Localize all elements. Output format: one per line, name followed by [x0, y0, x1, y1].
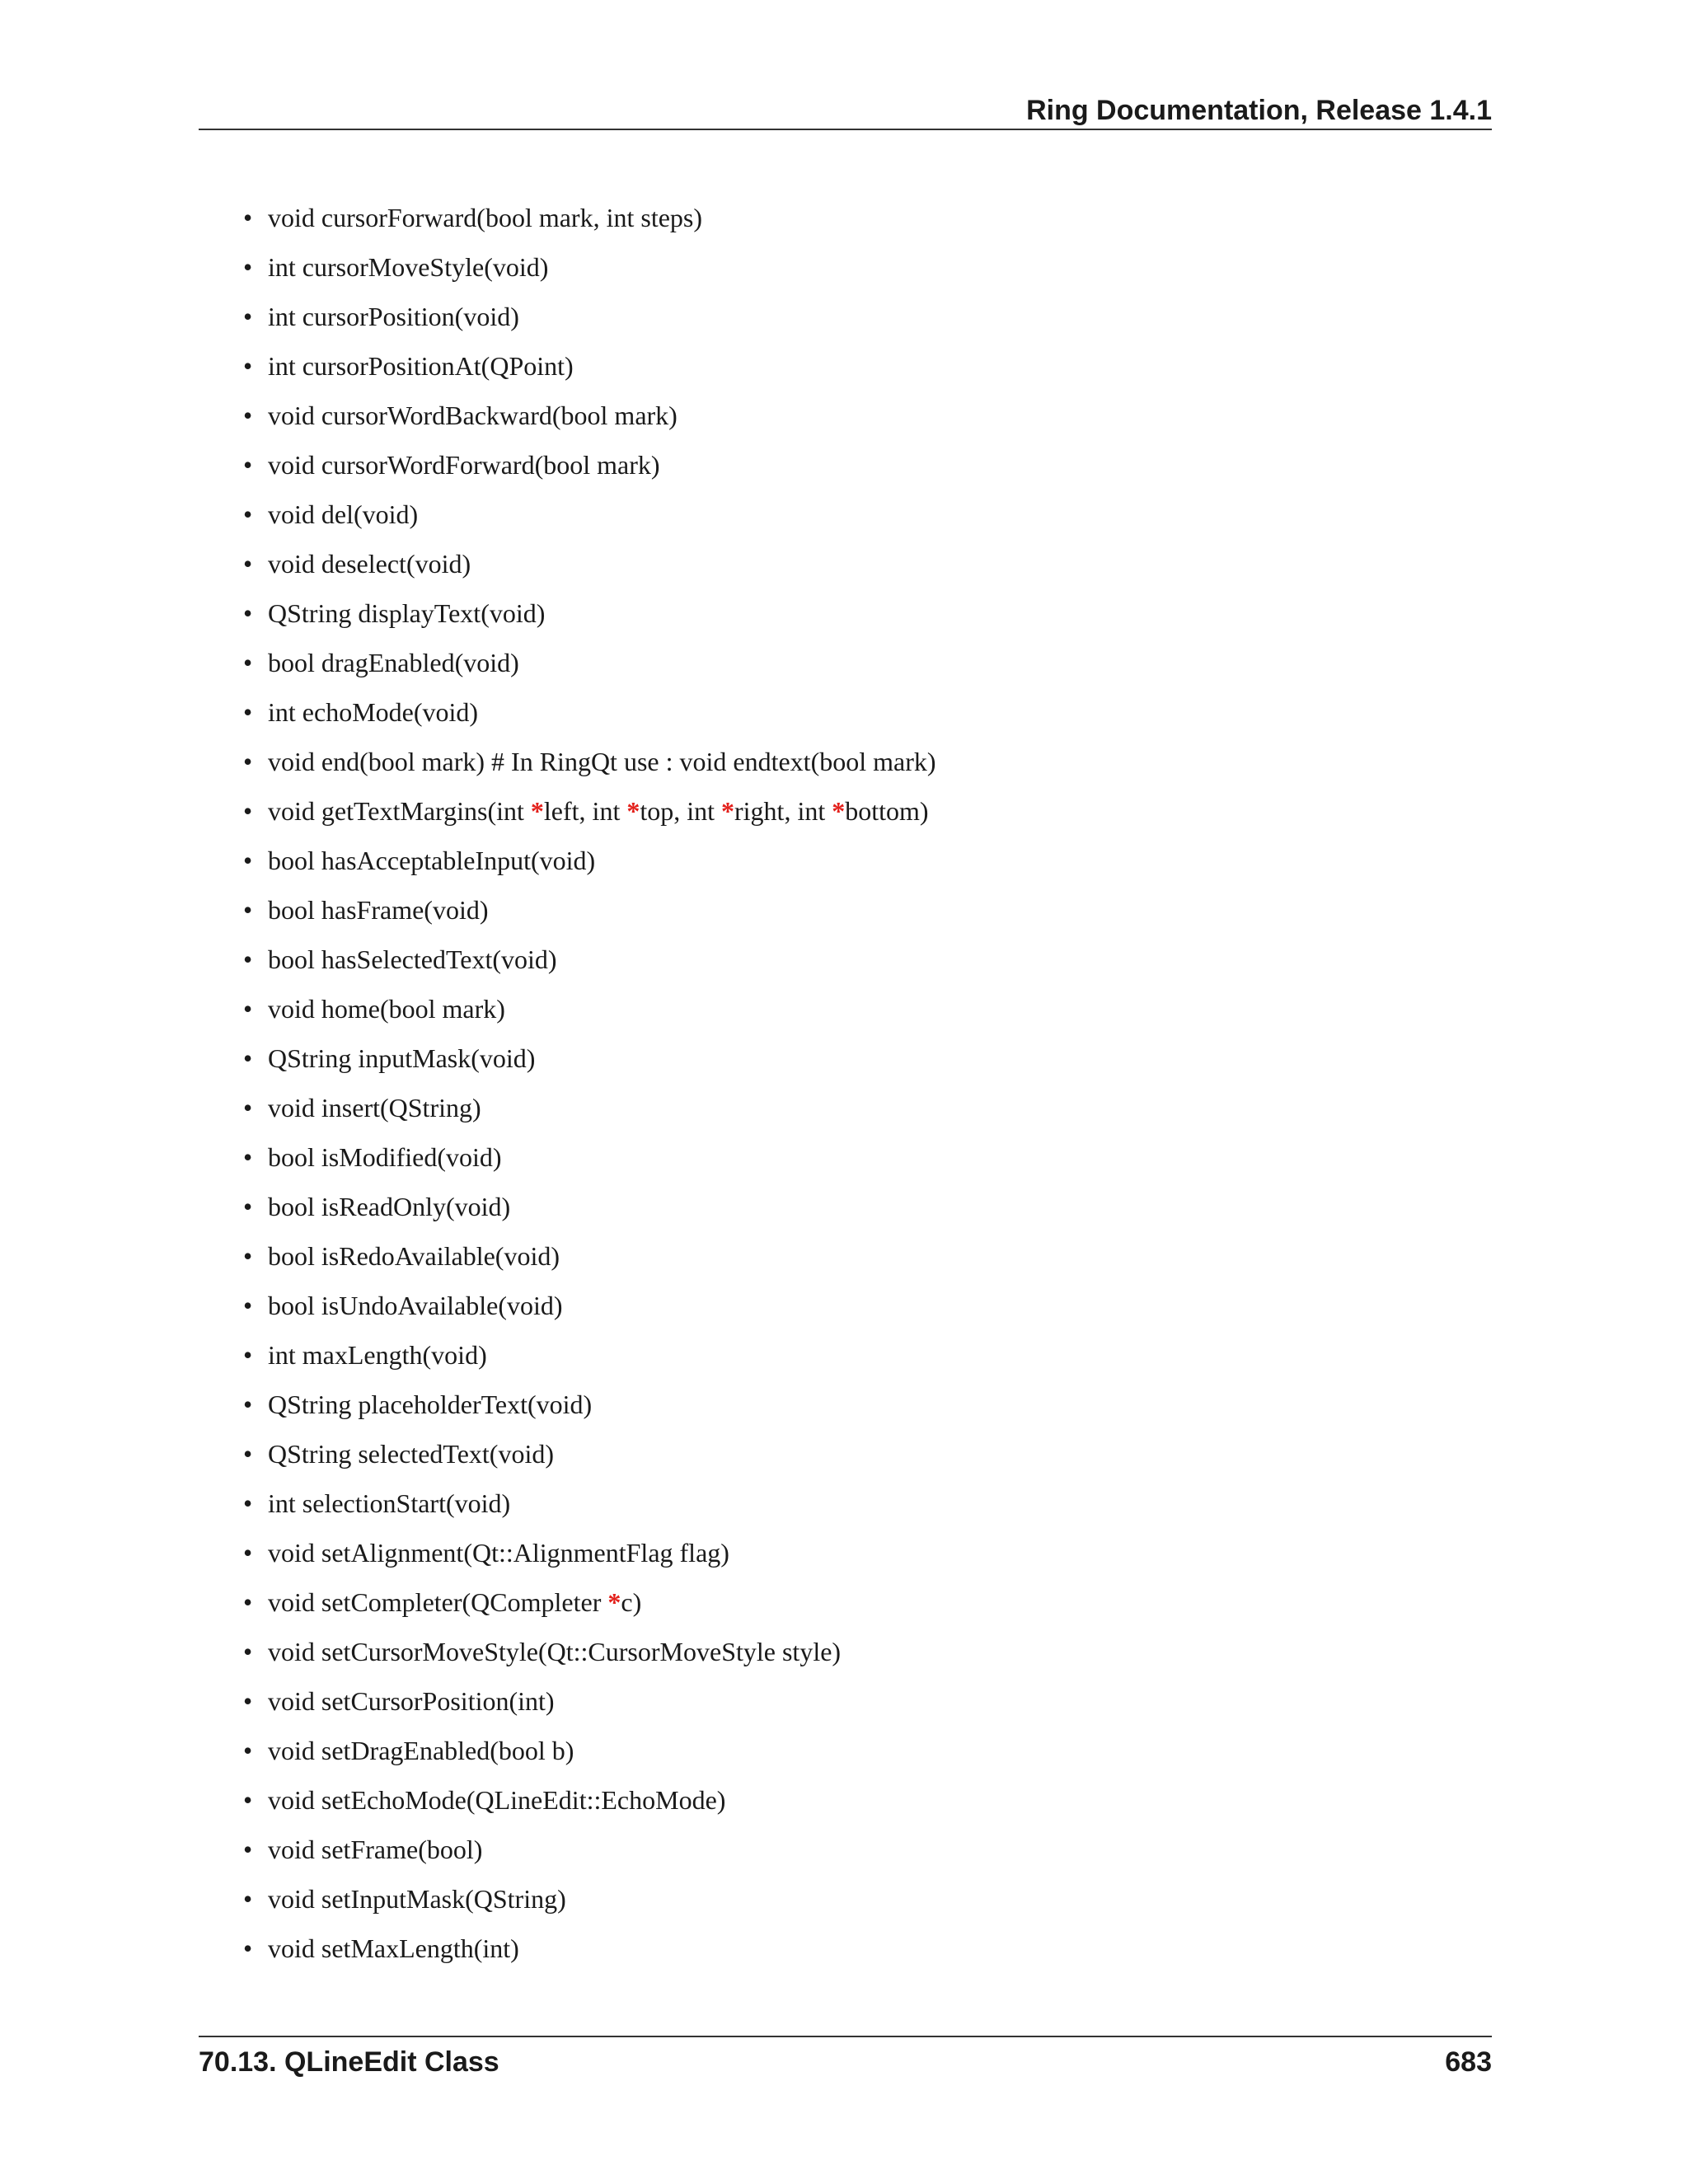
bullet: • [243, 1142, 253, 1172]
signature-text: top, int [640, 796, 721, 826]
list-item [243, 1286, 936, 1335]
bullet: • [243, 401, 253, 430]
list-item [243, 1187, 936, 1236]
signature-text: void setInputMask(QString) [268, 1884, 566, 1914]
list-item [243, 346, 936, 396]
list-item [243, 643, 936, 692]
bullet: • [243, 1785, 253, 1815]
method-signature [268, 598, 545, 628]
signature-text: right, int [734, 796, 832, 826]
method-signature [268, 747, 936, 776]
bullet: • [243, 1241, 253, 1271]
bullet: • [243, 1488, 253, 1518]
list-item [243, 940, 936, 989]
method-signature [268, 1637, 841, 1666]
signature-text: int selectionStart(void) [268, 1488, 511, 1518]
method-signature [268, 944, 557, 974]
method-signature [268, 895, 489, 925]
signature-text: c) [621, 1587, 642, 1617]
page-footer [199, 2036, 1492, 2085]
list-item [243, 297, 936, 346]
bullet: • [243, 1587, 253, 1617]
bullet: • [243, 598, 253, 628]
list-item [243, 1483, 936, 1533]
method-signature [268, 1538, 729, 1568]
signature-text: QString selectedText(void) [268, 1439, 554, 1469]
method-signature [268, 1093, 481, 1122]
signature-text: void setAlignment(Qt::AlignmentFlag flag) [268, 1538, 729, 1568]
signature-text: void cursorForward(bool mark, int steps) [268, 203, 703, 232]
list-item [243, 593, 936, 643]
method-signature [268, 1884, 566, 1914]
bullet: • [243, 1291, 253, 1320]
bullet: • [243, 1835, 253, 1864]
bullet: • [243, 203, 253, 232]
list-item [243, 1236, 936, 1286]
list-item [243, 1434, 936, 1483]
signature-text: bool hasAcceptableInput(void) [268, 846, 596, 875]
page-number: 683 [1445, 2046, 1492, 2078]
bullet: • [243, 1736, 253, 1765]
method-signature [268, 302, 519, 331]
signature-text: void insert(QString) [268, 1093, 481, 1122]
signature-text: int cursorPosition(void) [268, 302, 519, 331]
list-item [243, 1533, 936, 1582]
bullet: • [243, 450, 253, 480]
signature-text: QString inputMask(void) [268, 1043, 536, 1073]
method-signature [268, 450, 660, 480]
signature-text: void end(bool mark) # In RingQt use : void endtext(bool mark) [268, 747, 936, 776]
section-title: 70.13. QLineEdit Class [199, 2046, 499, 2078]
bullet: • [243, 1884, 253, 1914]
bullet: • [243, 1538, 253, 1568]
signature-text: void home(bool mark) [268, 994, 505, 1024]
bullet: • [243, 351, 253, 381]
list-item [243, 1582, 936, 1632]
bullet: • [243, 1340, 253, 1370]
list-item [243, 1681, 936, 1731]
signature-text: void setCursorPosition(int) [268, 1686, 555, 1716]
signature-text: void setDragEnabled(bool b) [268, 1736, 574, 1765]
list-item [243, 742, 936, 791]
list-item [243, 1731, 936, 1780]
bullet: • [243, 944, 253, 974]
signature-text: void deselect(void) [268, 549, 471, 579]
list-item [243, 1929, 936, 1978]
signature-text: bottom) [845, 796, 929, 826]
pointer-asterisk: * [626, 796, 640, 826]
list-item [243, 1780, 936, 1830]
signature-text: void setEchoMode(QLineEdit::EchoMode) [268, 1785, 726, 1815]
method-signature [268, 1142, 502, 1172]
signature-text: QString placeholderText(void) [268, 1390, 593, 1419]
bullet: • [243, 1686, 253, 1716]
method-signature [268, 796, 929, 826]
method-signature [268, 1241, 560, 1271]
signature-text: void del(void) [268, 499, 419, 529]
signature-text: void cursorWordForward(bool mark) [268, 450, 660, 480]
list-item [243, 544, 936, 593]
list-item [243, 1879, 936, 1929]
method-signature [268, 549, 471, 579]
list-item [243, 396, 936, 445]
method-signature [268, 203, 702, 232]
list-item [243, 1335, 936, 1385]
signature-text: void setCompleter(QCompleter [268, 1587, 608, 1617]
bullet: • [243, 1192, 253, 1221]
signature-text: bool isUndoAvailable(void) [268, 1291, 563, 1320]
method-signature [268, 1933, 519, 1963]
bullet: • [243, 499, 253, 529]
signature-text: bool dragEnabled(void) [268, 648, 519, 677]
bullet: • [243, 697, 253, 727]
bullet: • [243, 796, 253, 826]
signature-text: int maxLength(void) [268, 1340, 487, 1370]
signature-text: bool hasFrame(void) [268, 895, 489, 925]
pointer-asterisk: * [607, 1587, 621, 1617]
bullet: • [243, 1390, 253, 1419]
method-signature [268, 499, 418, 529]
signature-text: void setFrame(bool) [268, 1835, 483, 1864]
bullet: • [243, 994, 253, 1024]
method-signature [268, 648, 519, 677]
list-item [243, 1632, 936, 1681]
list-item [243, 198, 936, 247]
bullet: • [243, 648, 253, 677]
list-item [243, 890, 936, 940]
method-signature [268, 252, 548, 282]
bullet: • [243, 747, 253, 776]
list-item [243, 1385, 936, 1434]
list-item [243, 692, 936, 742]
method-signature [268, 1785, 725, 1815]
signature-text: int echoMode(void) [268, 697, 479, 727]
bullet: • [243, 302, 253, 331]
signature-text: void getTextMargins(int [268, 796, 531, 826]
method-signature [268, 846, 595, 875]
pointer-asterisk: * [721, 796, 734, 826]
list-item [243, 1830, 936, 1879]
bullet: • [243, 252, 253, 282]
signature-text: bool isRedoAvailable(void) [268, 1241, 560, 1271]
pointer-asterisk: * [832, 796, 846, 826]
pointer-asterisk: * [530, 796, 544, 826]
list-item [243, 494, 936, 544]
signature-text: bool isModified(void) [268, 1142, 502, 1172]
bullet: • [243, 1637, 253, 1666]
list-item [243, 1088, 936, 1137]
method-signature [268, 401, 678, 430]
signature-text: left, int [543, 796, 627, 826]
signature-text: void cursorWordBackward(bool mark) [268, 401, 678, 430]
list-item [243, 445, 936, 494]
bullet: • [243, 1933, 253, 1963]
page-header [199, 86, 1492, 130]
signature-text: QString displayText(void) [268, 598, 546, 628]
method-signature [268, 1587, 641, 1617]
bullet: • [243, 1439, 253, 1469]
list-item [243, 247, 936, 297]
list-item [243, 1038, 936, 1088]
signature-text: bool hasSelectedText(void) [268, 944, 557, 974]
list-item [243, 841, 936, 890]
signature-text: int cursorMoveStyle(void) [268, 252, 549, 282]
bullet: • [243, 895, 253, 925]
method-list [243, 198, 936, 1978]
list-item [243, 1137, 936, 1187]
list-item [243, 791, 936, 841]
method-signature [268, 1340, 487, 1370]
list-item [243, 989, 936, 1038]
method-signature [268, 1291, 563, 1320]
signature-text: int cursorPositionAt(QPoint) [268, 351, 574, 381]
method-signature [268, 1043, 535, 1073]
method-signature [268, 697, 478, 727]
bullet: • [243, 549, 253, 579]
method-signature [268, 1390, 592, 1419]
signature-text: void setMaxLength(int) [268, 1933, 519, 1963]
method-signature [268, 1736, 574, 1765]
bullet: • [243, 1093, 253, 1122]
method-signature [268, 351, 574, 381]
method-signature [268, 994, 505, 1024]
document-title: Ring Documentation, Release 1.4.1 [1026, 95, 1492, 126]
method-signature [268, 1686, 555, 1716]
method-signature [268, 1835, 482, 1864]
method-signature [268, 1488, 510, 1518]
signature-text: void setCursorMoveStyle(Qt::CursorMoveStyle style) [268, 1637, 842, 1666]
method-signature [268, 1192, 510, 1221]
signature-text: bool isReadOnly(void) [268, 1192, 511, 1221]
bullet: • [243, 846, 253, 875]
bullet: • [243, 1043, 253, 1073]
method-signature [268, 1439, 554, 1469]
